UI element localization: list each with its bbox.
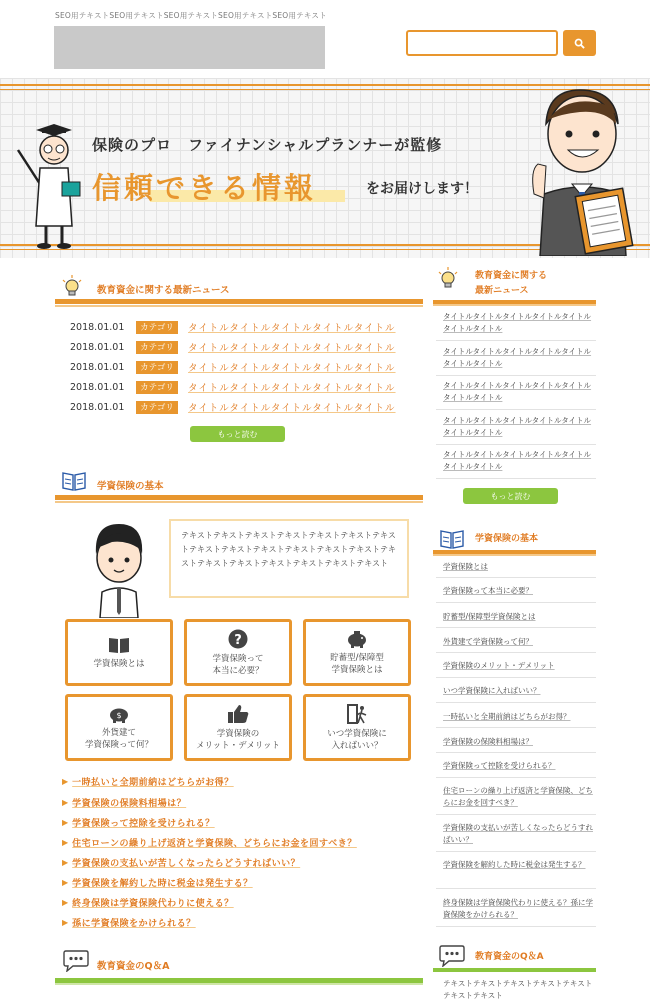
faq-link-text[interactable]: 学資保険の保険料相場は？ [72,799,187,809]
news-title-link[interactable]: タイトルタイトルタイトルタイトルタイトル [188,323,396,334]
svg-text:?: ? [234,632,242,648]
news-date: 2018.01.01 [70,401,125,413]
list-item[interactable] [70,360,430,374]
sidebar-basics-link[interactable]: 学資保険って本当に必要？ [443,586,533,595]
list-item[interactable] [70,380,430,394]
qa-section-heading [55,950,423,980]
arrow-right-icon: ▶ [62,798,69,807]
question-icon [228,629,248,649]
card-chochiku-hoshou[interactable] [303,619,411,686]
list-item[interactable] [70,320,430,334]
piggy-bank-icon [345,630,369,648]
sidebar-basics-link[interactable]: 学資保険の保険料相場は？ [443,737,533,746]
category-badge[interactable]: カテゴリ [136,401,178,414]
sidebar-more-button[interactable]: もっと読む [463,488,558,504]
news-section-heading [55,274,423,304]
faq-link-text[interactable]: 孫に学資保険をかけられる？ [72,919,196,929]
thumbs-up-icon [227,704,249,724]
card-label: 外貨建て 学資保険って何？ [84,727,153,750]
news-section-title: 教育資金に関する最新ニュース [97,285,230,296]
news-date: 2018.01.01 [70,341,125,353]
sidebar-qa-text: テキストテキストテキストテキストテキストテキストテキスト [443,979,593,1000]
foreign-piggy-icon [107,705,131,723]
sidebar-news-heading [433,266,596,306]
search-input[interactable] [406,30,558,56]
sidebar-basics-link[interactable]: 貯蓄型/保障型学資保険とは [443,612,536,621]
faq-link[interactable] [62,916,196,929]
hero-banner [0,78,650,258]
lightbulb-icon [437,266,459,290]
arrow-right-icon: ▶ [62,878,69,887]
open-book-icon [439,528,465,550]
card-itsu-hairu[interactable] [303,694,411,761]
card-gaika-date[interactable] [65,694,173,761]
search-button[interactable] [563,30,596,56]
arrow-right-icon: ▶ [62,858,69,867]
svg-text:$: $ [116,710,122,720]
news-date: 2018.01.01 [70,381,125,393]
faq-link[interactable] [62,896,234,909]
professor-illustration [14,122,89,252]
news-date: 2018.01.01 [70,361,125,373]
seo-text: SEO用テキストSEO用テキストSEO用テキストSEO用テキストSEO用テキスト [55,11,327,20]
businessman-illustration [524,84,644,256]
faq-link-text[interactable]: 学資保険の支払いが苦しくなったらどうすればいい？ [72,859,301,869]
sidebar-qa-title: 教育資金のQ＆A [475,952,544,962]
speech-bubble-icon [61,950,91,972]
sidebar-basics-title: 学資保険の基本 [475,534,539,544]
card-label: 貯蓄型/保障型 学資保険とは [330,652,384,675]
faq-link-text[interactable]: 住宅ローンの繰り上げ返済と学資保険、どちらにお金を回すべき？ [72,839,357,849]
sidebar-news-link[interactable]: タイトルタイトルタイトルタイトルタイトルタイトルタイトル [443,381,592,402]
hero-tail-text: をお届けします！ [366,181,478,197]
card-hontou-ni-hitsuyou[interactable] [184,619,292,686]
sidebar-basics-link[interactable]: 終身保険は学資保険代わりに使える？孫に学資保険をかけられる？ [443,898,593,919]
card-merit-demerit[interactable] [184,694,292,761]
qa-section-title: 教育資金のQ＆A [97,961,170,972]
news-title-link[interactable]: タイトルタイトルタイトルタイトルタイトル [188,343,396,354]
open-book-icon [61,470,87,492]
faq-link[interactable] [62,836,357,849]
arrow-right-icon: ▶ [62,818,69,827]
sidebar-news-link[interactable]: タイトルタイトルタイトルタイトルタイトルタイトルタイトル [443,312,592,333]
faq-link[interactable] [62,816,215,829]
qa-divider-sub [55,983,423,985]
faq-link-text[interactable]: 終身保険は学資保険代わりに使える？ [72,899,234,909]
faq-link-text[interactable]: 一時払いと全期前納はどちらがお得？ [72,778,234,788]
news-title-link[interactable]: タイトルタイトルタイトルタイトルタイトル [188,403,396,414]
category-badge[interactable]: カテゴリ [136,381,178,394]
category-badge[interactable]: カテゴリ [136,361,178,374]
category-badge[interactable]: カテゴリ [136,341,178,354]
arrow-right-icon: ▶ [62,918,69,927]
sidebar-basics-heading [433,526,596,556]
arrow-right-icon: ▶ [62,777,69,786]
sidebar-basics-link[interactable]: 外貨建て学資保険って何？ [443,637,533,646]
lightbulb-icon [61,274,83,298]
sidebar-news-link[interactable]: タイトルタイトルタイトルタイトルタイトルタイトルタイトル [443,450,592,471]
site-logo-placeholder[interactable] [54,26,325,69]
sidebar-qa-heading [433,945,596,975]
boy-illustration [88,518,150,618]
basics-section-title: 学資保険の基本 [97,481,164,492]
sidebar-basics-link[interactable]: 学資保険って控除を受けられる？ [443,761,556,770]
card-label: 学資保険とは [93,658,145,669]
hero-main-text: 信頼できる情報 [92,171,317,205]
faq-link[interactable] [62,876,253,889]
speech-bubble: テキストテキストテキストテキストテキストテキストテキストテキストテキストテキストテキストテキストテキストテキストテキストテキストテキストテキストテキストテキスト [169,519,409,598]
sidebar-news-title-2: 最新ニュース [475,286,529,296]
door-exit-icon [346,704,368,724]
news-more-button[interactable]: もっと読む [190,426,285,442]
sidebar-basics-link[interactable]: いつ学資保険に入ればいい？ [443,686,541,695]
category-badge[interactable]: カテゴリ [136,321,178,334]
news-date: 2018.01.01 [70,321,125,333]
basics-section-heading [55,470,423,500]
speech-bubble-icon [437,945,467,967]
search-icon [574,38,585,49]
arrow-right-icon: ▶ [62,898,69,907]
news-title-link[interactable]: タイトルタイトルタイトルタイトルタイトル [188,383,396,394]
sidebar-news-title-1: 教育資金に関する [475,271,548,281]
card-gakushi-toha[interactable] [65,619,173,686]
card-label: 学資保険って 本当に必要？ [212,653,264,676]
faq-link[interactable] [62,775,234,788]
sidebar-basics-link[interactable]: 学資保険のメリット・デメリット [443,661,555,670]
sidebar-basics-link[interactable]: 学資保険の支払いが苦しくなったらどうすればいい？ [443,823,593,844]
faq-link-text[interactable]: 学資保険を解約した時に税金は発生する？ [72,879,253,889]
arrow-right-icon: ▶ [62,838,69,847]
sidebar-basics-link[interactable]: 住宅ローンの繰り上げ返済と学資保険、どちらにお金を回すべき？ [443,786,593,807]
card-label: 学資保険の メリット・デメリット [196,728,280,751]
faq-link[interactable] [62,856,300,869]
sidebar-basics-link[interactable]: 学資保険を解約した時に税金は発生する？ [443,860,586,869]
sidebar-basics-link[interactable]: 学資保険とは [443,562,488,571]
hero-subtitle: 保険のプロ ファイナンシャルプランナーが監修 [92,136,443,154]
card-label: いつ学資保険に 入ればいい？ [327,728,387,751]
book-icon [108,636,130,654]
sidebar-news-link[interactable]: タイトルタイトルタイトルタイトルタイトルタイトルタイトル [443,416,592,437]
faq-link[interactable] [62,796,186,809]
list-item[interactable] [70,340,430,354]
news-title-link[interactable]: タイトルタイトルタイトルタイトルタイトル [188,363,396,374]
sidebar-basics-link[interactable]: 一時払いと全期前納はどちらがお得？ [443,712,571,721]
faq-link-text[interactable]: 学資保険って控除を受けられる？ [72,819,215,829]
list-item[interactable] [70,400,430,414]
sidebar-news-link[interactable]: タイトルタイトルタイトルタイトルタイトルタイトルタイトル [443,347,592,368]
